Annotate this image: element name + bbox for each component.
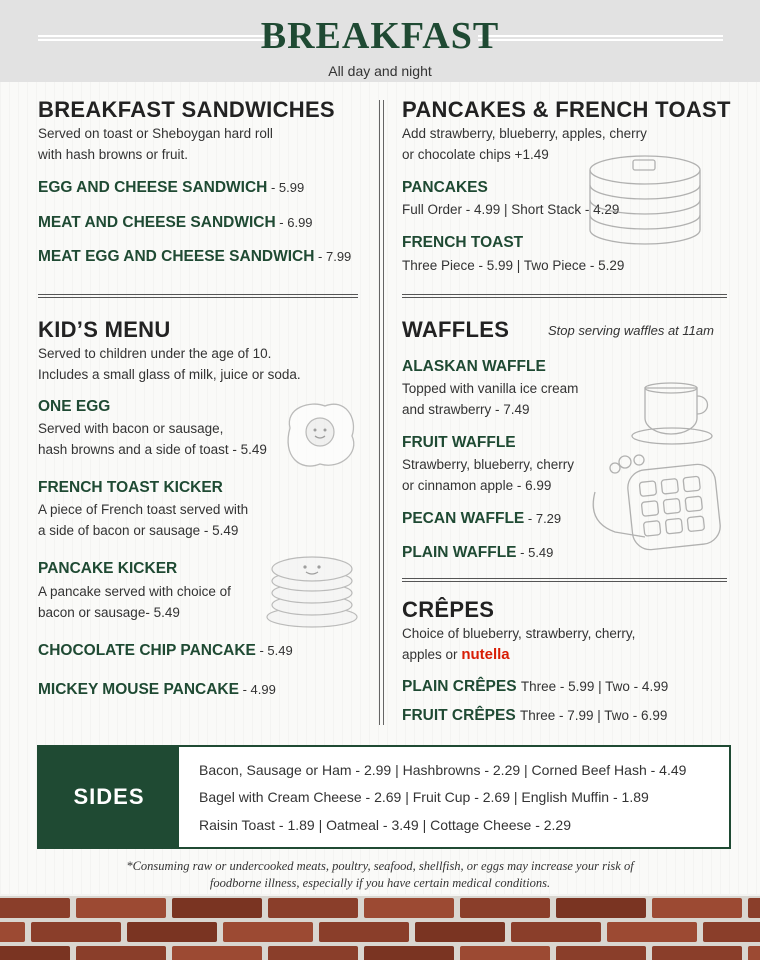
item-name: CHOCOLATE CHIP PANCAKE [38,642,256,659]
item-name: MEAT EGG AND CHEESE SANDWICH [38,248,315,265]
desc-line: Served with bacon or sausage, [38,421,224,436]
menu-item [38,179,304,197]
desc-line: Served on toast or Sheboygan hard roll [38,126,273,141]
item-detail: Three Piece - 5.99 | Two Piece - 5.29 [402,258,625,273]
sides-label: SIDES [39,747,179,847]
menu-item [402,678,668,696]
item-desc [402,378,578,420]
desc-line: with hash browns or fruit. [38,147,189,162]
item-name: FRUIT CRÊPES [402,707,516,724]
section-title-kids-menu: KID’S MENU [38,317,171,342]
nutella-logo: nutella [461,646,510,663]
item-desc [38,581,231,623]
section-title-waffles: WAFFLES [402,317,510,342]
menu-item-french-toast: FRENCH TOAST [402,234,524,251]
item-name: EGG AND CHEESE SANDWICH [38,179,268,196]
item-price: - 5.49 [516,545,554,560]
desc-line: A piece of French toast served with [38,502,249,517]
page-subtitle: All day and night [328,63,432,79]
item-desc [38,499,248,541]
item-name: PLAIN CRÊPES [402,678,517,695]
item-price: - 4.99 [238,682,276,697]
disclaimer-line: *Consuming raw or undercooked meats, poultry, seafood, shellfish, or eggs may increase your risk of [126,859,634,873]
menu-item-one-egg: ONE EGG [38,398,111,415]
desc-line: Served to children under the age of 10. [38,346,272,361]
section-divider [38,294,358,298]
item-price: - 5.99 [267,180,305,195]
section-divider [402,578,727,582]
desc-line: A pancake served with choice of [38,584,231,599]
menu-item-pancakes: PANCAKES [402,179,488,196]
desc-line: or cinnamon apple - 6.99 [402,478,552,493]
item-price: - 5.49 [255,643,293,658]
sides-line: Bagel with Cream Cheese - 2.69 | Fruit Cup - 2.69 | English Muffin - 1.89 [199,789,649,805]
pancake-stack-icon [585,150,705,250]
section-desc [38,343,301,385]
waffles-note: Stop serving waffles at 11am [548,323,714,338]
desc-line: or chocolate chips +1.49 [402,147,549,162]
sides-line: Raisin Toast - 1.89 | Oatmeal - 3.49 | Cottage Cheese - 2.29 [199,817,571,833]
disclaimer-line: foodborne illness, especially if you have certain medical conditions. [209,876,551,890]
desc-line: Includes a small glass of milk, juice or soda. [38,367,301,382]
section-title-breakfast-sandwiches: BREAKFAST SANDWICHES [38,97,335,122]
menu-item [38,642,293,660]
menu-item [38,681,276,699]
desc-line: Choice of blueberry, strawberry, cherry, [402,626,636,641]
desc-text: apples or [402,647,458,662]
item-name: MICKEY MOUSE PANCAKE [38,681,239,698]
item-price: - 7.29 [524,511,562,526]
menu-item [402,707,667,725]
menu-item [402,544,553,562]
desc-line: Add strawberry, blueberry, apples, cherry [402,126,647,141]
section-desc [402,623,635,665]
item-detail: Three - 7.99 | Two - 6.99 [520,708,668,723]
desc-line [402,644,635,665]
item-name: PLAIN WAFFLE [402,544,517,561]
section-title-pancakes-french-toast: PANCAKES & FRENCH TOAST [402,97,731,122]
section-divider [402,294,727,298]
menu-item [38,248,351,266]
desc-line: Strawberry, blueberry, cherry [402,457,575,472]
menu-item-pancake-kicker: PANCAKE KICKER [38,560,178,577]
desc-line: hash browns and a side of toast - 5.49 [38,442,267,457]
desc-line: and strawberry - 7.49 [402,402,530,417]
smiling-pancakes-icon [265,545,360,630]
column-divider [379,100,380,725]
item-price: - 6.99 [275,215,313,230]
fried-egg-icon [280,398,360,473]
section-title-crepes: CRÊPES [402,597,495,622]
coffee-cup-icon [630,378,720,448]
page-title: BREAKFAST [260,15,500,57]
item-desc [38,418,267,460]
desc-line: bacon or sausage- 5.49 [38,605,180,620]
item-price: - 7.99 [314,249,352,264]
item-name: MEAT AND CHEESE SANDWICH [38,214,276,231]
disclaimer [40,858,720,892]
brick-wall-footer [0,896,760,960]
waffle-icon [585,452,725,557]
section-desc [38,123,273,165]
item-detail: Full Order - 4.99 | Short Stack - 4.29 [402,202,620,217]
desc-line: Topped with vanilla ice cream [402,381,579,396]
menu-item-alaskan-waffle: ALASKAN WAFFLE [402,358,546,375]
item-detail: Three - 5.99 | Two - 4.99 [520,679,669,694]
menu-item [402,510,561,528]
sides-box [37,745,731,849]
item-desc [402,454,574,496]
desc-line: a side of bacon or sausage - 5.49 [38,523,239,538]
item-name: PECAN WAFFLE [402,510,525,527]
menu-item-fruit-waffle: FRUIT WAFFLE [402,434,516,451]
sides-line: Bacon, Sausage or Ham - 2.99 | Hashbrowns - 2.29 | Corned Beef Hash - 4.49 [199,762,687,778]
menu-item [38,214,313,232]
menu-item-french-toast-kicker: FRENCH TOAST KICKER [38,479,223,496]
column-divider [383,100,384,725]
